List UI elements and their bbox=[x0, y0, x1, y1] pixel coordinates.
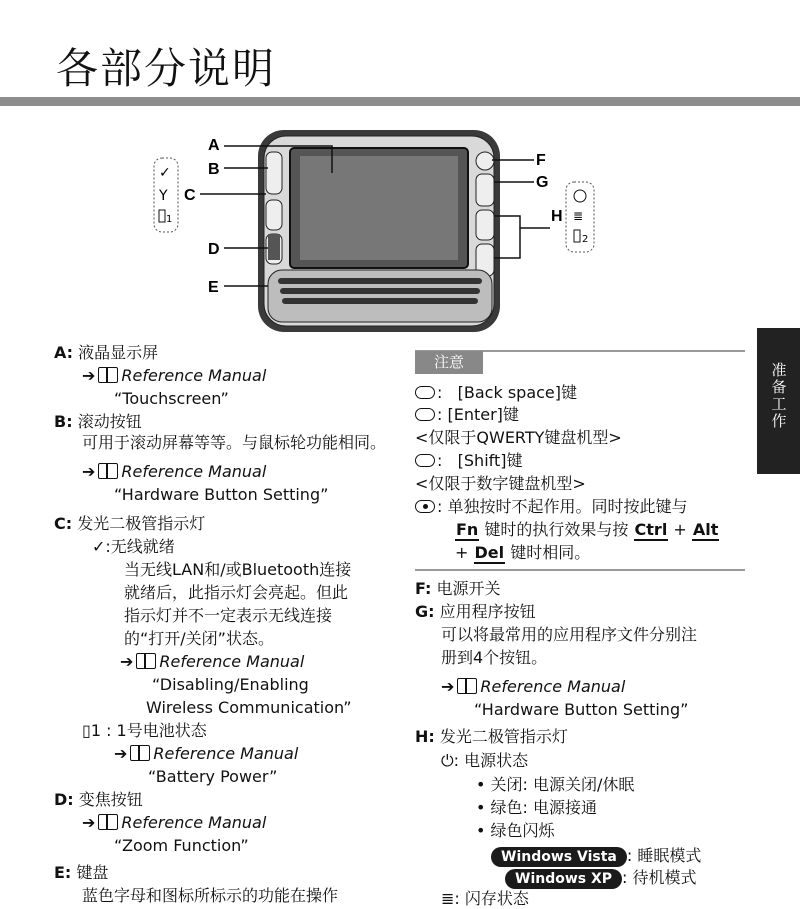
flash-status: ≣: 闪存状态 bbox=[441, 889, 529, 908]
wireless-icon: ✓ bbox=[92, 537, 106, 556]
manual-icon bbox=[136, 653, 156, 669]
wireless-desc-3: 指示灯并不一定表示无线连接 bbox=[124, 606, 333, 625]
manual-icon bbox=[98, 463, 118, 479]
shift-key-icon bbox=[415, 454, 435, 467]
svg-text:Y: Y bbox=[159, 188, 168, 204]
item-g-ref[interactable]: ➔ Reference Manual bbox=[441, 677, 626, 696]
backspace-key-icon bbox=[415, 386, 435, 399]
item-c-ref[interactable]: ➔ Reference Manual bbox=[120, 652, 305, 671]
note-bottom-rule bbox=[415, 569, 745, 571]
battery-icon: ▯ bbox=[82, 721, 91, 740]
item-a-topic: “Touchscreen” bbox=[114, 389, 229, 408]
note-label: 注意 bbox=[415, 351, 483, 374]
power-icon: ⏻ bbox=[441, 751, 454, 770]
power-blink: • 绿色闪烁 bbox=[476, 821, 555, 840]
wireless-desc-1: 当无线LAN和/或Bluetooth连接 bbox=[124, 560, 352, 579]
manual-icon bbox=[130, 745, 150, 761]
side-tab bbox=[757, 328, 800, 474]
item-c-topic-1: “Disabling/Enabling bbox=[152, 675, 309, 694]
item-b-ref[interactable]: ➔ Reference Manual bbox=[82, 462, 267, 481]
item-c: C: 发光二极管指示灯 bbox=[54, 514, 206, 533]
note-combo-line: Fn 键时的执行效果与按 Ctrl + Alt bbox=[456, 520, 719, 539]
svg-text:2: 2 bbox=[582, 234, 589, 245]
item-e: E: 键盘 bbox=[54, 863, 109, 882]
item-g-topic: “Hardware Button Setting” bbox=[474, 700, 689, 719]
item-b-topic: “Hardware Button Setting” bbox=[114, 485, 329, 504]
power-on: • 绿色: 电源接通 bbox=[476, 798, 598, 817]
windows-xp-badge: Windows XP bbox=[505, 869, 622, 889]
fn-dot-key-icon bbox=[415, 500, 435, 513]
item-f: F: 电源开关 bbox=[415, 579, 501, 598]
note-shift: : [Shift]键 bbox=[415, 450, 523, 471]
power-status: ⏻: 电源状态 bbox=[441, 751, 529, 770]
power-off: • 关闭: 电源关闭/休眠 bbox=[476, 775, 635, 794]
item-a-ref[interactable]: ➔ Reference Manual bbox=[82, 366, 267, 385]
manual-icon bbox=[98, 814, 118, 830]
item-h: H: 发光二极管指示灯 bbox=[415, 727, 568, 746]
note-fn-line: : 单独按时不起作用。同时按此键与 bbox=[415, 496, 688, 517]
item-d: D: 变焦按钮 bbox=[54, 790, 143, 809]
svg-text:D: D bbox=[208, 241, 220, 258]
note-numeric: <仅限于数字键盘机型> bbox=[415, 474, 586, 493]
item-g: G: 应用程序按钮 bbox=[415, 602, 536, 621]
item-b: B: 滚动按钮 bbox=[54, 412, 142, 431]
note-backspace: : [Back space]键 bbox=[415, 382, 577, 403]
svg-text:H: H bbox=[551, 208, 563, 225]
side-tab-label: 准备工作 bbox=[769, 362, 788, 430]
wireless-status: ✓:无线就绪 bbox=[92, 537, 175, 556]
item-c-topic-3: “Battery Power” bbox=[148, 767, 278, 786]
wireless-desc-2: 就绪后，此指示灯会亮起。但此 bbox=[124, 583, 349, 602]
item-g-desc-1: 可以将最常用的应用程序文件分别注 bbox=[441, 625, 698, 644]
svg-text:B: B bbox=[208, 161, 220, 178]
item-b-desc: 可用于滚动屏幕等等。与鼠标轮功能相同。 bbox=[82, 433, 387, 452]
vista-mode: Windows Vista : 睡眠模式 bbox=[491, 845, 701, 867]
note-qwerty: <仅限于QWERTY键盘机型> bbox=[415, 428, 622, 447]
device-diagram bbox=[150, 128, 600, 338]
item-d-topic: “Zoom Function” bbox=[114, 836, 249, 855]
wireless-desc-4: 的“打开/关闭”状态。 bbox=[124, 629, 274, 648]
battery-status: ▯1 : 1号电池状态 bbox=[82, 721, 207, 740]
svg-text:C: C bbox=[184, 187, 196, 204]
manual-icon bbox=[98, 367, 118, 383]
item-c-ref2[interactable]: ➔ Reference Manual bbox=[114, 744, 299, 763]
svg-text:E: E bbox=[208, 279, 219, 296]
windows-vista-badge: Windows Vista bbox=[491, 847, 627, 867]
flash-drive-icon: ≣ bbox=[441, 889, 455, 908]
title-rule bbox=[0, 97, 800, 106]
svg-text:≣: ≣ bbox=[573, 209, 584, 223]
svg-text:G: G bbox=[536, 174, 549, 191]
svg-text:1: 1 bbox=[166, 214, 173, 225]
xp-mode: Windows XP : 待机模式 bbox=[505, 867, 697, 889]
note-del-line: + Del 键时相同。 bbox=[455, 543, 591, 562]
page-title: 各部分说明 bbox=[56, 44, 277, 93]
enter-key-icon bbox=[415, 408, 435, 421]
svg-text:F: F bbox=[536, 152, 546, 169]
item-c-topic-2: Wireless Communication” bbox=[146, 698, 352, 717]
manual-icon bbox=[457, 678, 477, 694]
note-enter: : [Enter]键 bbox=[415, 404, 519, 425]
item-e-desc: 蓝色字母和图标所标示的功能在操作 bbox=[82, 886, 339, 905]
item-g-desc-2: 册到4个按钮。 bbox=[441, 648, 548, 667]
item-a: A: 液晶显示屏 bbox=[54, 343, 159, 362]
svg-text:A: A bbox=[208, 137, 220, 154]
item-d-ref[interactable]: ➔ Reference Manual bbox=[82, 813, 267, 832]
svg-text:✓: ✓ bbox=[159, 165, 171, 181]
